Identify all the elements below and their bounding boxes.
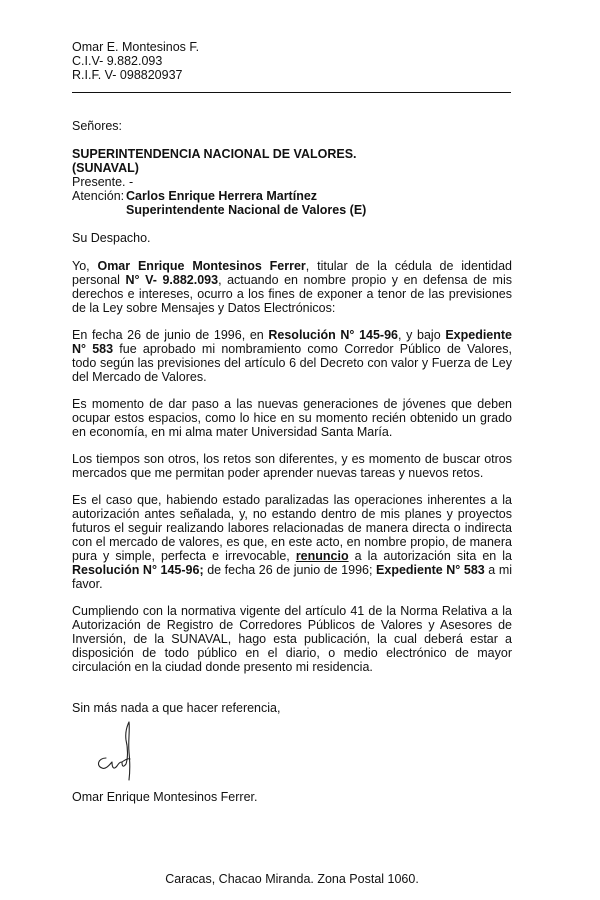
- attention-title-line: [72, 203, 512, 217]
- attention-line: [72, 189, 512, 203]
- sender-rif: R.I.F. V- 098820937: [72, 68, 183, 82]
- attention-name: Carlos Enrique Herrera Martínez: [126, 189, 318, 203]
- attention-label: Atención:: [72, 189, 125, 203]
- paragraph-6: Cumpliendo con la normativa vigente del artículo 41 de la Norma Relativa a la Autorización de Registro de Corredores Públicos de Valores y Asesores de Inversión, de la SUNAVAL, hago esta publicación, la cual deberá estar a disposición de todo público en el diario, o medio electrónico de mayor circulación en la ciudad donde presento mi residencia.: [72, 604, 512, 674]
- recipient-abbr: (SUNAVAL): [72, 161, 139, 175]
- signer-name: Omar Enrique Montesinos Ferrer.: [72, 790, 258, 804]
- footer-address: Caracas, Chacao Miranda. Zona Postal 1060.: [165, 872, 419, 886]
- sender-name: Omar E. Montesinos F.: [72, 40, 200, 54]
- sender-civ: C.I.V- 9.882.093: [72, 54, 163, 68]
- paragraph-1: Yo, Omar Enrique Montesinos Ferrer, titular de la cédula de identidad personal N° V- 9.882.093, actuando en nombre propio y en defensa de mis derechos e intereses, ocurro a los fines de exponer a tenor de las previsiones de la Ley sobre Mensajes y Datos Electrónicos:: [72, 259, 512, 315]
- signature: [92, 718, 142, 782]
- attention-title: Superintendente Nacional de Valores (E): [126, 203, 367, 217]
- salutation: Señores:: [72, 119, 123, 133]
- letter-body: [72, 40, 512, 715]
- recipient-org: SUPERINTENDENCIA NACIONAL DE VALORES.: [72, 147, 357, 161]
- paragraph-4: Los tiempos son otros, los retos son diferentes, y es momento de buscar otros mercados que me permitan poder aprender nuevas tareas y nuevos retos.: [72, 452, 512, 480]
- despacho: Su Despacho.: [72, 231, 151, 245]
- recipient-presente: Presente. -: [72, 175, 134, 189]
- closing: Sin más nada a que hacer referencia,: [72, 701, 281, 715]
- paragraph-5: Es el caso que, habiendo estado paralizadas las operaciones inherentes a la autorización antes señalada, y, no estando dentro de mis planes y proyectos futuros el seguir realizando labores relacionadas de manera directa o indirecta con el mercado de valores, es que, en este acto, en nombre propio, de manera pura y simple, perfecta e irrevocable, renuncio a la autorización sita en la Resolución N° 145-96; de fecha 26 de junio de 1996; Expediente N° 583 a mi favor.: [72, 493, 513, 591]
- paragraph-3: Es momento de dar paso a las nuevas generaciones de jóvenes que deben ocupar estos espacios, como lo hice en su momento recién obtenido un grado en economía, en mi alma mater Universidad Santa María.: [72, 397, 512, 439]
- paragraph-2: En fecha 26 de junio de 1996, en Resolución N° 145-96, y bajo Expediente N° 583 fue aprobado mi nombramiento como Corredor Público de Valores, todo según las previsiones del artículo 6 del Decreto con valor y Fuerza de Ley del Mercado de Valores.: [72, 328, 512, 384]
